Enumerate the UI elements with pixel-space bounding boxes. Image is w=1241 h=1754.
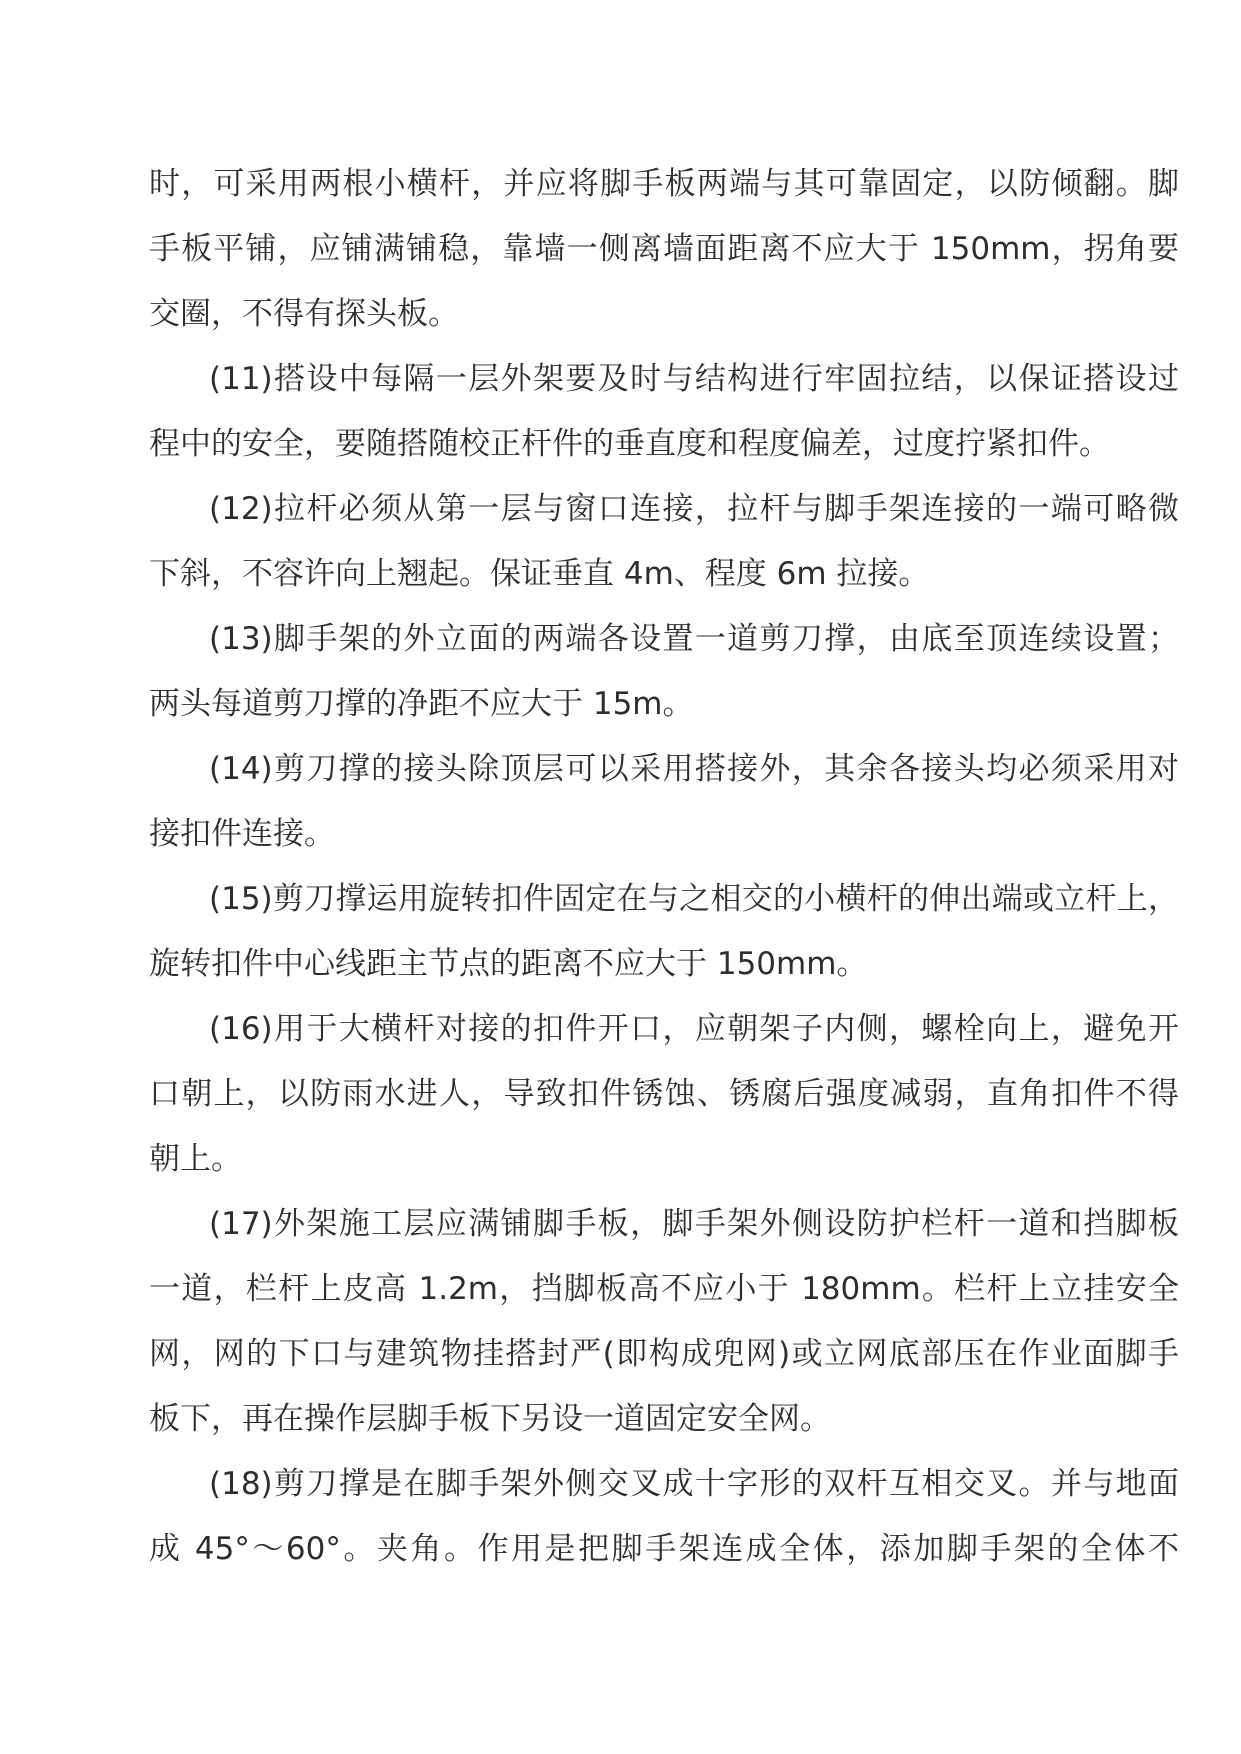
text-line: (15)剪刀撑运用旋转扣件固定在与之相交的小横杆的伸出端或立杆上， [209, 881, 1179, 917]
text-line: (12)拉杆必须从第一层与窗口连接，拉杆与脚手架连接的一端可略微 [209, 491, 1179, 527]
paragraph-item-13 [149, 607, 1179, 737]
paragraph-item-12 [149, 477, 1179, 607]
paragraph-item-18 [149, 1452, 1179, 1582]
paragraph-continued [149, 152, 1179, 347]
text-line: (13)脚手架的外立面的两端各设置一道剪刀撑，由底至顶连续设置； [209, 621, 1179, 657]
paragraph-item-15 [149, 867, 1179, 997]
text-line: (18)剪刀撑是在脚手架外侧交叉成十字形的双杆互相交叉。并与地面 [209, 1466, 1179, 1502]
paragraph-item-11 [149, 347, 1179, 477]
text-line: 成 45°～60°。夹角。作用是把脚手架连成全体，添加脚手架的全体不 [149, 1531, 1179, 1567]
paragraph-item-16 [149, 997, 1179, 1192]
paragraph-item-14 [149, 737, 1179, 867]
text-line: (11)搭设中每隔一层外架要及时与结构进行牢固拉结，以保证搭设过 [209, 361, 1179, 397]
text-line: 交圈，不得有探头板。 [149, 296, 459, 332]
body-text [149, 152, 1179, 1582]
text-line: 程中的安全，要随搭随校正杆件的垂直度和程度偏差，过度拧紧扣件。 [149, 426, 1110, 462]
text-line: (16)用于大横杆对接的扣件开口，应朝架子内侧，螺栓向上，避免开 [209, 1011, 1179, 1047]
text-line: (17)外架施工层应满铺脚手板，脚手架外侧设防护栏杆一道和挡脚板 [209, 1206, 1179, 1242]
text-line: 网，网的下口与建筑物挂搭封严(即构成兜网)或立网底部压在作业面脚手 [149, 1336, 1179, 1372]
text-line: 接扣件连接。 [149, 816, 335, 852]
text-line: 板下，再在操作层脚手板下另设一道固定安全网。 [149, 1401, 831, 1437]
text-line: 口朝上，以防雨水进人，导致扣件锈蚀、锈腐后强度减弱，直角扣件不得 [149, 1076, 1179, 1112]
paragraph-item-17 [149, 1192, 1179, 1452]
text-line: 手板平铺，应铺满铺稳，靠墙一侧离墙面距离不应大于 150mm，拐角要 [149, 231, 1179, 267]
text-line: 时，可采用两根小横杆，并应将脚手板两端与其可靠固定，以防倾翻。脚 [149, 166, 1179, 202]
text-line: 两头每道剪刀撑的净距不应大于 15m。 [149, 686, 694, 722]
text-line: 旋转扣件中心线距主节点的距离不应大于 150mm。 [149, 946, 868, 982]
text-line: (14)剪刀撑的接头除顶层可以采用搭接外，其余各接头均必须采用对 [209, 751, 1179, 787]
text-line: 朝上。 [149, 1141, 242, 1177]
text-line: 一道，栏杆上皮高 1.2m，挡脚板高不应小于 180mm。栏杆上立挂安全 [149, 1271, 1179, 1307]
text-line: 下斜，不容许向上翘起。保证垂直 4m、程度 6m 拉接。 [149, 556, 930, 592]
